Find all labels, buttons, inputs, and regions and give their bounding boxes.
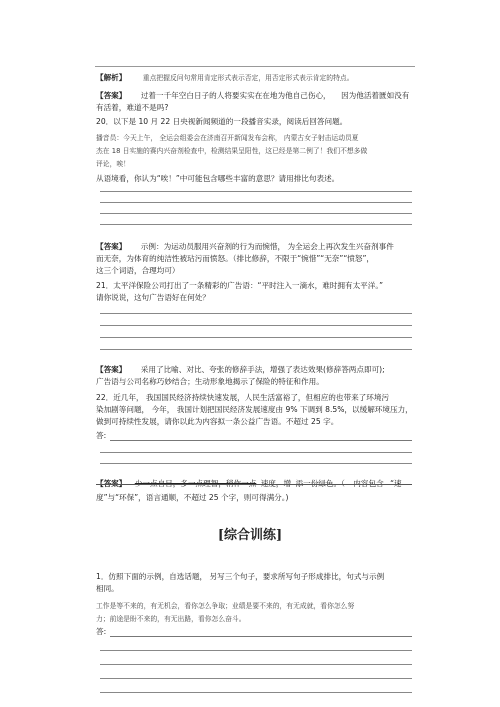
analysis-line [96,71,354,85]
answer-line [110,636,412,637]
answer-line [100,463,412,464]
question-22-line-2: 染加剧等问题， 今年， 我国计划把国民经济发展速度由 9% 下调到 8.5%，以缓解环境压力， [96,405,413,414]
answer-22-line-2: 度”与“环保”，语言通顺，不超过 25 个字，则可得满分。) [96,493,289,502]
answer-22-tag: 【答案】 [96,479,127,488]
answer-line [100,664,412,665]
answer-line [100,692,412,693]
answer-line [100,224,412,225]
answer-line [100,349,412,350]
answer-line [100,202,412,203]
answer-line [100,678,412,679]
answer-22-part-3: 添一份绿色。（ [295,479,345,488]
answer-line [100,452,412,453]
answer-line [100,337,412,338]
answer-22-part-5: “速 [390,479,402,488]
answer-20-tag: 【答案】 [96,242,127,251]
question-1-line-2: 相同。 [96,584,119,593]
question-1-answer-label: 答: [96,627,107,636]
answer-22-strike-line [96,484,412,485]
question-21-line-2: 请你说说，这句广告语好在何处？ [96,293,210,302]
answer-line [100,650,412,651]
question-1-example-1: 工作是等不来的，有无机会，看你怎么争取；业绩是要不来的，有无成就，看你怎么努 [96,602,355,610]
answer-19-text-1: 过着一千年空白日子的人将要实实在在地为他自己伤心， [140,91,331,100]
answer-line [100,191,412,192]
answer-line [100,325,412,326]
question-1-line-1: 1．仿照下面的示例，自选话题， 另写三个句子，要求所写句子形成排比，句式与示例 [96,572,385,581]
answer-22-part-2: 速度，增 [260,479,292,488]
answer-20-line-3: 这三个词语，合理均可） [96,266,180,275]
question-20-quote-1: 播音员：今天上午， 全运会组委会在济南召开新闻发布会称， 内蒙古女子射击运动员夏 [96,134,359,142]
answer-20-line-2: 而无奈，为体育的纯洁性被玷污而愤怒。（排比修辞，不限于“惋惜”“无奈”“愤怒”， [96,254,374,263]
answer-19-text-1b: 因为他活着匮如没有 [341,91,410,100]
analysis-tag: 【解析】 [96,73,127,82]
question-22-answer-label: 答: [96,431,107,440]
answer-21-text-1: 采用了比喻、对比、夸张的修辞手法，增强了表达效果(修辞答两点即可); [140,365,385,374]
analysis-text: 重点把握反问句常用肯定形式表示否定，用否定形式表示肯定的特点。 [142,74,354,82]
answer-21-tag: 【答案】 [96,365,127,374]
answer-20-text-1: 示例：为运动员服用兴奋剂的行为而惋惜， 为全运会上再次发生兴奋剂事件 [140,242,394,251]
question-21-line-1: 21．太平洋保险公司打出了一条精彩的广告语：“平时注入一滴水，难时拥有太平洋。” [96,281,384,290]
question-20-ask: 从语境看，你认为“唉！”中可能包含哪些丰富的意思？请用排比句表述。 [96,174,340,183]
answer-22-part-1: 少一点自目，多一点理智，稍作一点 [134,479,257,488]
answer-21-line-2: 广告语与公司名称巧妙结合；生动形象地揭示了保险的特征和作用。 [96,377,324,386]
answer-22-part-4: 内容包含 [353,479,384,488]
section-title: [综合训练] [217,528,283,543]
answer-line [100,313,412,314]
answer-line [110,440,412,441]
question-22-line-3: 做到可持续性发展，请你以此为内容拟一条公益广告语。不超过 25 字。 [96,417,339,426]
top-divider [95,66,415,67]
answer-line [100,213,412,214]
question-20-quote-3: 评论，唉！ [96,160,130,168]
answer-19-tag: 【答案】 [96,91,127,100]
question-20-stem: 20．以下是 10 月 22 日央视新闻频道的一段播音实录，阅读后回答问题。 [96,117,348,126]
answer-19-line-2: 有活着，难道不是吗? [96,103,169,112]
question-1-example-2: 力；前途是盼不来的，有无出路，看你怎么奋斗。 [96,615,246,623]
question-20-quote-2: 杰在 18 日实施的赛内兴奋剂检查中，检测结果呈阳性，这已经是第二例了！我们不想多做 [96,147,368,155]
question-22-line-1: 22．近几年， 我国国民经济持续快速发展，人民生活富裕了，但相应的也带来了环境污 [96,393,390,402]
